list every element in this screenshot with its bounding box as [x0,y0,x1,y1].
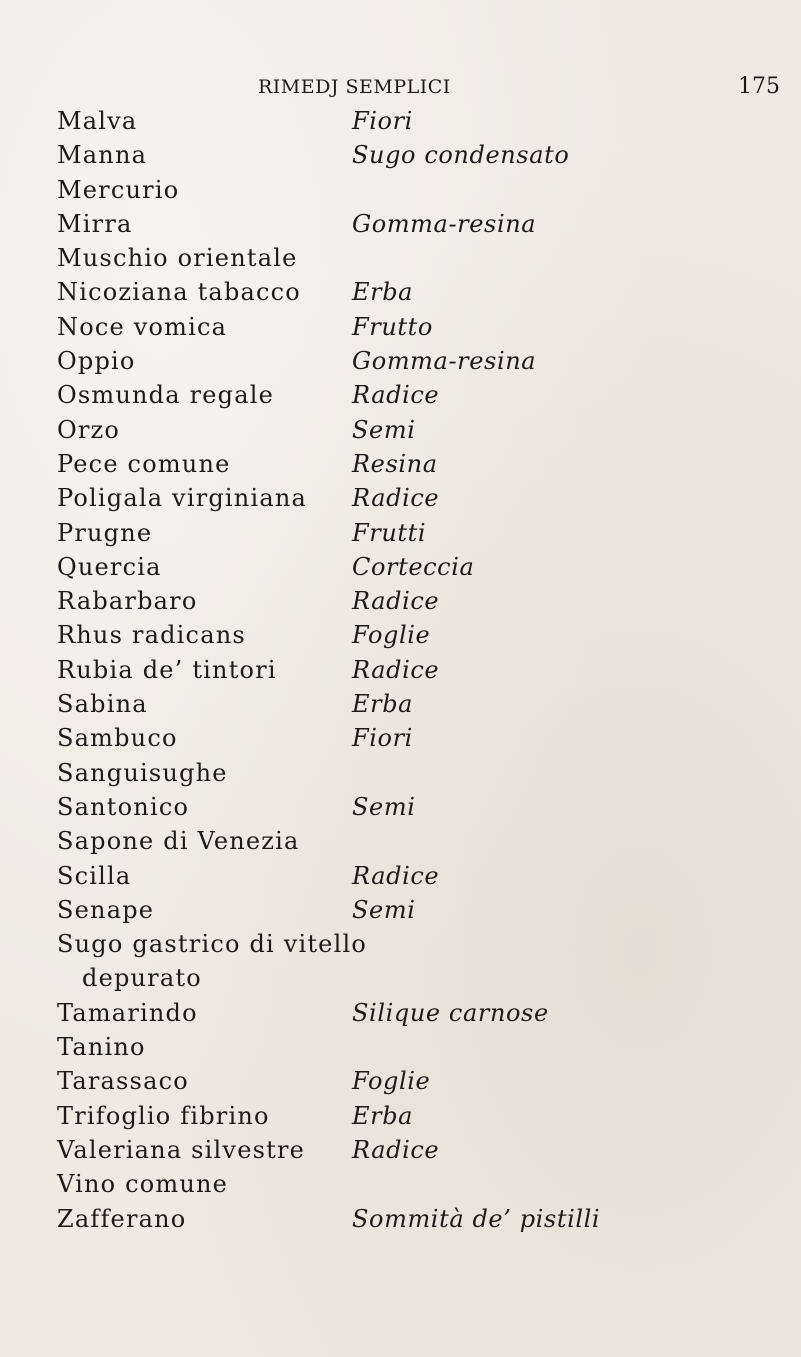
list-item [0,344,801,378]
remedy-name: Muschio orientale [57,244,298,273]
remedy-part: Semi [352,895,416,924]
list-item [0,687,801,721]
list-item [0,378,801,412]
list-item [0,893,801,927]
remedy-part: Semi [352,415,416,444]
remedy-part: Foglie [352,621,431,650]
remedy-name: Mirra [57,209,133,238]
list-item [0,1202,801,1236]
remedy-name: Sapone di Venezia [57,827,300,856]
list-item [0,550,801,584]
remedy-name: Rubia de’ tintori [57,655,277,684]
list-item [0,1099,801,1133]
remedy-part: Gomma-resina [352,209,537,238]
list-item [0,207,801,241]
remedy-part: Fiori [352,724,413,753]
remedy-name: Sambuco [57,724,178,753]
remedy-name: Orzo [57,415,121,444]
remedy-part: Corteccia [352,552,475,581]
remedy-part: Silique carnose [352,998,549,1027]
list-item [0,721,801,755]
list-item [0,1030,801,1064]
remedy-name: Malva [57,107,138,135]
remedy-part: Radice [352,861,440,890]
remedy-part: Radice [352,587,440,616]
remedy-name: Poligala virginiana [57,484,308,513]
remedy-name: Senape [57,895,155,924]
remedy-name: Osmunda regale [57,381,274,410]
remedy-part: Frutto [352,312,433,341]
remedy-name: Oppio [57,347,136,376]
remedy-part: Foglie [352,1067,431,1096]
remedy-name: Valeriana silvestre [57,1135,306,1164]
list-item [0,104,801,138]
remedy-part: Radice [352,381,440,410]
list-item [0,1167,801,1201]
remedy-name: Noce vomica [57,312,228,341]
remedy-part: Erba [352,278,414,307]
list-item [0,138,801,172]
list-item [0,618,801,652]
remedy-part: Fiori [352,107,413,135]
remedy-part: Sugo condensato [352,141,570,170]
list-item [0,447,801,481]
remedy-part: Gomma-resina [352,347,537,376]
remedy-name: Sanguisughe [57,758,228,787]
list-item [0,927,801,961]
remedy-part: Resina [352,449,438,478]
list-item [0,824,801,858]
list-item [0,516,801,550]
remedy-name: Trifoglio fibrino [57,1101,270,1130]
list-item [0,481,801,515]
list-item [0,1064,801,1098]
list-item-continuation [0,961,801,995]
page-number: 175 [738,74,780,99]
remedy-name: Quercia [57,552,162,581]
remedy-name: Zafferano [57,1204,187,1233]
remedies-list [0,104,801,1236]
remedy-part: Semi [352,792,416,821]
list-item [0,996,801,1030]
remedy-name: Prugne [57,518,153,547]
running-header [0,66,801,100]
remedy-name: Manna [57,141,148,170]
remedy-part: Frutti [352,518,427,547]
remedy-part: Radice [352,1135,440,1164]
list-item [0,584,801,618]
remedy-part: Erba [352,690,414,719]
list-item [0,859,801,893]
list-item [0,413,801,447]
remedy-name: Tanino [57,1033,146,1062]
remedy-part: Erba [352,1101,414,1130]
remedy-name: depurato [82,964,202,993]
remedy-part: Radice [352,484,440,513]
remedy-name: Nicoziana tabacco [57,278,301,307]
remedy-name: Sabina [57,690,148,719]
header-title: RIMEDJ SEMPLICI [258,76,451,98]
remedy-name: Pece comune [57,449,231,478]
remedy-name: Mercurio [57,175,180,204]
remedy-name: Tarassaco [57,1067,189,1096]
remedy-part: Sommità de’ pistilli [352,1204,601,1233]
list-item [0,790,801,824]
list-item [0,173,801,207]
remedy-name: Santonico [57,792,190,821]
remedy-name: Rhus radicans [57,621,246,650]
remedy-name: Rabarbaro [57,587,198,616]
remedy-name: Scilla [57,861,132,890]
remedy-part: Radice [352,655,440,684]
remedy-name: Vino comune [57,1170,229,1199]
list-item [0,275,801,309]
list-item [0,241,801,275]
list-item [0,756,801,790]
list-item [0,310,801,344]
list-item [0,1133,801,1167]
list-item [0,653,801,687]
remedy-name: Sugo gastrico di vitello [57,930,367,959]
remedy-name: Tamarindo [57,998,198,1027]
